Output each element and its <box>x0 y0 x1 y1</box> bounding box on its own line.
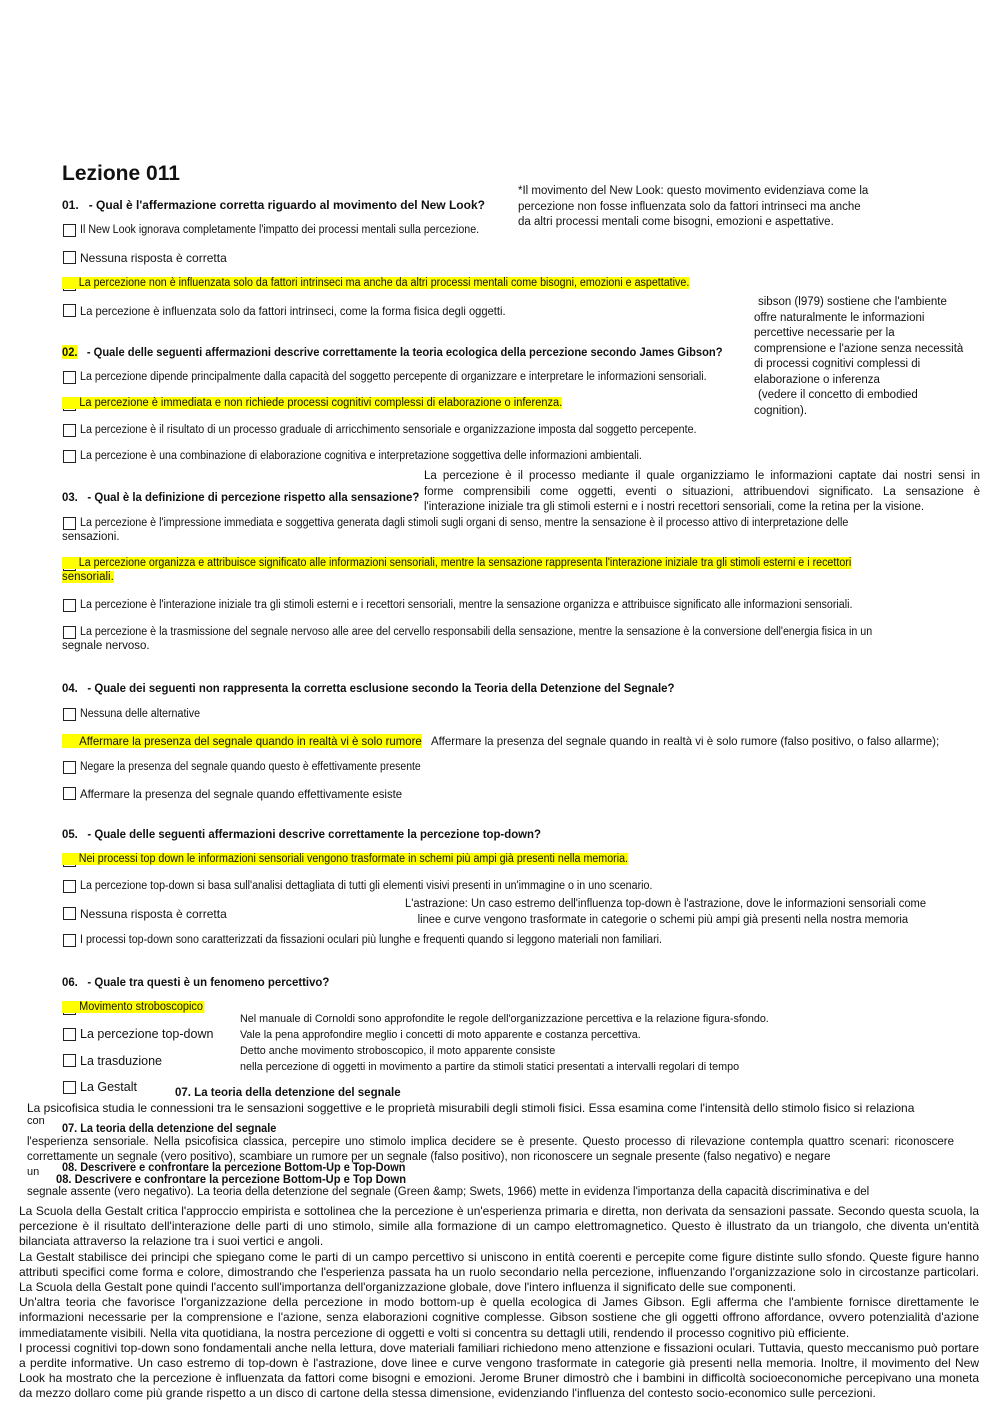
option-q03-a: La percezione è l'impressione immediata e soggettiva generata dagli stimoli sugli organi di senso, mentre la sensazione è il processo attivo di interpretazione delle <box>80 517 849 529</box>
option-checkbox[interactable] <box>63 517 76 530</box>
note-line: comprensione e l'azione senza necessità <box>754 342 964 355</box>
question-06 <box>62 975 329 989</box>
option-checkbox[interactable] <box>63 761 76 774</box>
option-q03-d-cont: segnale nervoso. <box>62 640 150 652</box>
option-q01-a: Il New Look ignorava completamente l'impatto dei processi mentali sulla percezione. <box>80 224 480 236</box>
question-number: 02. <box>62 345 78 359</box>
note-line: di processi cognitivi complessi di <box>754 358 921 370</box>
option-q03-c: La percezione è l'interazione iniziale tra gli stimoli esterni e i recettori sensoriali, mentre la sensazione organizza e attribuisce significato alle informazioni sensoriali. <box>80 599 853 611</box>
note-line: cognition). <box>754 404 808 417</box>
heading-08: 08. Descrivere e confrontare la percezione Bottom-Up e Top-Down <box>62 1162 406 1174</box>
option-q03-d: La percezione è la trasmissione del segnale nervoso alle aree del cervello responsabili della sensazione, mentre la sensazione è la conversione dell'energia fisica in un <box>80 626 873 638</box>
paragraph-psicofisica-3: segnale assente (vero negativo). La teoria della detenzione del segnale (Green &amp; Swets, 1966) mette in evidenza l'importanza della capacità discriminativa e del <box>27 1186 870 1198</box>
option-q04-a: Nessuna delle alternative <box>80 708 201 720</box>
question-03 <box>62 490 419 504</box>
option-checkbox[interactable] <box>63 907 76 920</box>
question-02 <box>62 345 723 359</box>
note-q01 <box>518 184 868 231</box>
option-q05-a-correct: Nei processi top down le informazioni sensoriali vengono trasformate in schemi più ampi già presenti nella memoria. <box>62 853 628 865</box>
note-line: elaborazione o inferenza <box>754 373 880 386</box>
question-number: 01. <box>62 198 79 212</box>
option-checkbox[interactable] <box>63 787 76 800</box>
paragraph-psicofisica-un: un <box>27 1166 40 1178</box>
note-line: (vedere il concetto di embodied <box>758 389 918 401</box>
question-04 <box>62 681 674 695</box>
note-q02 <box>754 295 963 419</box>
note-q06 <box>240 1011 769 1075</box>
option-checkbox[interactable] <box>63 626 76 639</box>
option-q01-b: Nessuna risposta è corretta <box>80 251 227 265</box>
note-line: l'interazione iniziale tra gli stimoli esterni e i nostri recettori sensoriali, come la retina per la visione. <box>424 501 925 513</box>
note-line: da altri processi mentali come bisogni, emozioni e aspettative. <box>518 216 834 228</box>
note-line: percettive necessarie per la <box>754 327 895 339</box>
question-text: - Quale delle seguenti affermazioni descrive correttamente la percezione top-down? <box>87 827 541 841</box>
note-line: percezione non fosse influenzata solo da fattori intrinseci ma anche <box>518 200 861 213</box>
heading-08-overlay: 08. Descrivere e confrontare la percezione Bottom-Up e Top Down <box>56 1174 407 1186</box>
question-text: - Qual è l'affermazione corretta riguardo al movimento del New Look? <box>88 198 485 212</box>
note-q05 <box>405 897 926 928</box>
heading-07-overlay: 07. La teoria della detenzione del segnale <box>175 1087 401 1099</box>
note-line: forme comprensibili come oggetti, eventi o situazioni, attribuendovi significato. La sensazione è <box>424 485 980 498</box>
option-q02-d: La percezione è una combinazione di elaborazione cognitiva e interpretazione soggettiva delle informazioni ambientali. <box>80 450 642 462</box>
option-checkbox[interactable] <box>63 934 76 947</box>
question-number: 06. <box>62 975 78 989</box>
paragraph-psicofisica-2: l'esperienza sensoriale. Nella psicofisica classica, percepire uno stimolo implica decidere se è presente. Questo processo di rilevazione contempla quattro scenari: riconoscere correttamente un segnale (vero positivo), scambiare un rumore per un segnale (falso positivo), non riconoscere un segnale presente (falso negativo) e negare <box>27 1136 954 1163</box>
option-checkbox[interactable] <box>63 599 76 612</box>
option-q02-c: La percezione è il risultato di un processo graduale di arricchimento sensoriale e organizzazione imposta dal soggetto percepente. <box>80 424 697 436</box>
note-line: Nel manuale di Cornoldi sono approfondite le regole dell'organizzazione percettiva e la relazione figura-sfondo. <box>240 1013 769 1025</box>
question-text: - Qual è la definizione di percezione rispetto alla sensazione? <box>87 490 420 504</box>
option-q01-d: La percezione è influenzata solo da fattori intrinseci, come la forma fisica degli oggetti. <box>80 304 506 318</box>
note-line: L'astrazione: Un caso estremo dell'influenza top-down è l'astrazione, dove le informazioni sensoriali come <box>405 898 927 910</box>
option-checkbox[interactable] <box>63 450 76 463</box>
essay-paragraph: La Scuola della Gestalt critica l'approccio empirista e sottolinea che la percezione è un'esperienza primaria e diretta, non derivata da sensazioni passate. Secondo questa scuola, la percezione è il risultato dell'interazione delle parti di uno stimolo, simile alla formazione di un campo elettromagnetico. Questo è illustrato da un triangolo, che diventa un'entità bilanciata attraverso la relazione tra i suoi vertici e angoli. <box>19 1204 979 1249</box>
note-line: La percezione è il processo mediante il quale organizziamo le informazioni captate dai nostri sensi in <box>424 470 980 482</box>
option-q06-d: La Gestalt <box>80 1080 137 1094</box>
option-q06-a-correct: Movimento stroboscopico <box>62 1001 205 1013</box>
option-q03-a-cont: sensazioni. <box>62 531 120 543</box>
essay-paragraph: La Gestalt stabilisce dei principi che spiegano come le parti di un campo percettivo si uniscono in entità coerenti e percepite come figure distinte sullo sfondo. Queste figure hanno attributi specifici come forma e colore, dimostrando che l'esperienza passata ha un ruolo secondario nella percezione, influenzando l'organizzazione solo in circostanze particolari. La Scuola della Gestalt pone quindi l'accento sull'importanza dell'organizzazione globale, dove l'intero influenza il significato delle sue componenti. <box>19 1249 979 1295</box>
option-q01-c-correct: La percezione non è influenzata solo da fattori intrinseci ma anche da altri processi mentali come bisogni, emozioni e aspettative. <box>62 277 689 289</box>
question-text: - Quale tra questi è un fenomeno percettivo? <box>87 975 330 989</box>
note-line: *Il movimento del New Look: questo movimento evidenziava come la <box>518 185 869 197</box>
question-05 <box>62 827 541 841</box>
essay-paragraph: Un'altra teoria che favorisce l'organizzazione della percezione in modo bottom-up è quella ecologica di James Gibson. Egli afferma che l'ambiente fornisce direttamente le informazioni necessarie per la comprensione e l'azione, senza elaborazioni cognitive complesse. Gibson sostiene che gli oggetti offrono affordance, ovvero potenzialità d'azione immediatamente visibili. Nella vita quotidiana, la nostra percezione di oggetti e volti si concentra su dettagli utili, rendendo il processo cognitivo più efficiente. <box>19 1295 979 1340</box>
question-number: 04. <box>62 681 78 695</box>
option-q05-d: I processi top-down sono caratterizzati da fissazioni oculari più lunghe e frequenti quando si leggono materiali non familiari. <box>80 934 663 946</box>
option-q03-b-cont: sensoriali. <box>62 571 114 583</box>
question-text: - Quale delle seguenti affermazioni descrive correttamente la teoria ecologica della percezione secondo James Gibson? <box>86 345 723 359</box>
question-number: 05. <box>62 827 78 841</box>
option-checkbox[interactable] <box>63 224 76 237</box>
note-q04: Affermare la presenza del segnale quando in realtà vi è solo rumore (falso positivo, o falso allarme); <box>431 734 940 748</box>
option-checkbox[interactable] <box>63 424 76 437</box>
note-line: Vale la pena approfondire meglio i concetti di moto apparente e costanza percettiva. <box>240 1029 641 1041</box>
note-line: Detto anche movimento stroboscopico, il moto apparente consiste <box>240 1045 556 1057</box>
note-line: linee e curve vengono trasformate in categorie o schemi più ampi già presenti nella nostra memoria <box>417 913 909 926</box>
option-checkbox[interactable] <box>63 371 76 384</box>
essay-paragraph: I processi cognitivi top-down sono fondamentali anche nella lettura, dove materiali familiari richiedono meno attenzione e fissazioni oculari. Tuttavia, questo meccanismo può portare a perdite informative. Un caso estremo di top-down è l'astrazione, dove linee e curve vengono trasformate in categorie già presenti nella memoria. Inoltre, il movimento del New Look ha mostrato che la percezione è influenzata da fattori come bisogni e emozioni. Jerome Bruner dimostrò che i bambini in difficoltà socioeconomiche percepivano una moneta da mezzo dollaro come più grande rispetto a un disco di cartone della stessa dimensione, evidenziando l'influenza del contesto socio-economico sulle percezioni. <box>19 1340 979 1401</box>
option-q06-c: La trasduzione <box>80 1054 163 1068</box>
heading-07: 07. La teoria della detenzione del segnale <box>62 1123 277 1135</box>
option-q06-b: La percezione top-down <box>80 1027 214 1041</box>
question-01 <box>62 198 485 212</box>
option-checkbox[interactable] <box>63 1028 76 1041</box>
option-checkbox[interactable] <box>63 1054 76 1067</box>
note-line: offre naturalmente le informazioni <box>754 311 925 324</box>
question-number: 03. <box>62 490 78 504</box>
page-title: Lezione 011 <box>62 162 180 185</box>
option-checkbox[interactable] <box>63 708 76 721</box>
option-q02-a: La percezione dipende principalmente dalla capacità del soggetto percepente di organizzare e interpretare le informazioni sensoriali. <box>80 371 707 383</box>
note-q03 <box>424 469 980 516</box>
option-checkbox[interactable] <box>63 1081 76 1094</box>
note-line: sibson (l979) sostiene che l'ambiente <box>758 296 947 308</box>
paragraph-psicofisica-con: con <box>27 1115 45 1127</box>
essay <box>19 1204 979 1402</box>
option-checkbox[interactable] <box>63 880 76 893</box>
option-q04-b-correct: Affermare la presenza del segnale quando in realtà vi è solo rumore <box>62 734 422 748</box>
paragraph-psicofisica-1: La psicofisica studia le connessioni tra le sensazioni soggettive e le proprietà misurabili degli stimoli fisici. Essa esamina come l'intensità dello stimolo fisico si relaziona <box>27 1101 915 1115</box>
option-checkbox[interactable] <box>63 304 76 317</box>
question-text: - Quale dei seguenti non rappresenta la corretta esclusione secondo la Teoria della Detenzione del Segnale? <box>87 681 675 695</box>
option-q04-d: Affermare la presenza del segnale quando effettivamente esiste <box>80 787 403 801</box>
option-q05-c: Nessuna risposta è corretta <box>80 907 227 921</box>
option-checkbox[interactable] <box>63 251 76 264</box>
option-q03-b-correct: La percezione organizza e attribuisce significato alle informazioni sensoriali, mentre la sensazione rappresenta l'interazione iniziale tra gli stimoli esterni e i recettori <box>62 557 851 569</box>
option-q02-b-correct: La percezione è immediata e non richiede processi cognitivi complessi di elaborazione o inferenza. <box>62 397 562 409</box>
option-q05-b: La percezione top-down si basa sull'analisi dettagliata di tutti gli elementi visivi presenti in un'immagine o in uno scenario. <box>80 880 653 892</box>
option-q04-c: Negare la presenza del segnale quando questo è effettivamente presente <box>80 761 421 773</box>
note-line: nella percezione di oggetti in movimento a partire da stimoli statici presentati a intervalli regolari di tempo <box>240 1061 740 1073</box>
